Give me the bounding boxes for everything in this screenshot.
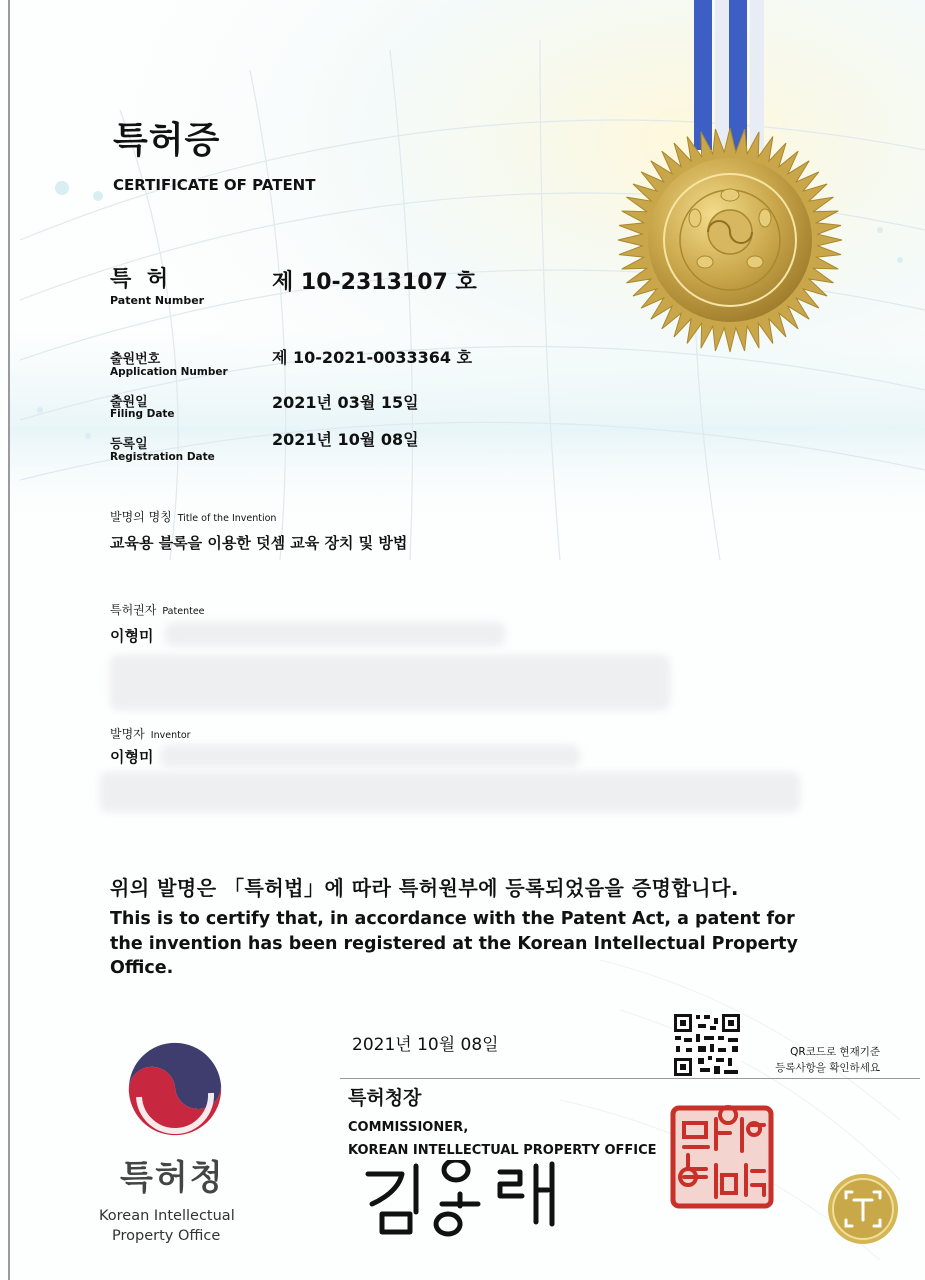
redacted-area [100,772,800,812]
filing-date-value: 2021년 03월 15일 [272,393,419,412]
registration-date-value: 2021년 10월 08일 [272,430,419,449]
kipo-taegeuk-logo-icon [121,1033,229,1141]
qr-note-line1: QR코드로 현재기준 [790,1046,880,1058]
commissioner-divider [340,1078,920,1079]
certification-text-ko: 위의 발명은 「특허법」에 따라 특허원부에 등록되었음을 증명합니다. [110,876,740,900]
commissioner-title-en-line2: KOREAN INTELLECTUAL PROPERTY OFFICE [348,1143,657,1158]
registration-date-label-ko: 등록일 [110,437,148,452]
patent-number-value: 제 10-2313107 호 [272,270,477,295]
commissioner-title-ko: 특허청장 [348,1087,422,1109]
patentee-value: 이형미 [110,627,154,645]
invention-title-label-ko: 발명의 명칭 [110,510,172,524]
patentee-label-en: Patentee [162,606,205,617]
patentee-label [110,601,205,618]
gold-medal-seal-icon [617,0,847,360]
qr-code-icon[interactable] [672,1012,742,1078]
certificate-title-en: CERTIFICATE OF PATENT [113,176,316,194]
qr-note-line2: 등록사항을 확인하세요 [775,1061,880,1074]
patent-number-label-ko: 특 허 [110,267,173,292]
invention-title-label-en: Title of the Invention [177,513,277,524]
inventor-value: 이형미 [110,748,154,766]
patentee-label-ko: 특허권자 [110,603,157,617]
inventor-label [110,725,191,742]
issue-date: 2021년 10월 08일 [352,1035,499,1055]
application-number-label-en: Application Number [110,366,228,378]
patent-number-label-en: Patent Number [110,294,205,307]
application-number-label-ko: 출원번호 [110,352,161,367]
invention-title-value: 교육용 블록을 이용한 덧셈 교육 장치 및 방법 [110,534,408,552]
inventor-label-ko: 발명자 [110,727,145,741]
inventor-label-en: Inventor [150,730,191,741]
redacted-area [165,622,505,646]
application-number-value: 제 10-2021-0033364 호 [272,348,473,367]
redacted-area [110,655,670,710]
office-name-en-line1: Korean Intellectual [99,1208,235,1224]
red-official-seal-icon [670,1105,774,1209]
qr-note [748,1045,880,1077]
commissioner-signature-icon [360,1160,570,1240]
registration-date-label-en: Registration Date [110,451,215,463]
filing-date-label-ko: 출원일 [110,395,148,410]
certificate-title-ko: 특허증 [113,120,221,161]
redacted-area [160,745,580,767]
filing-date-label-en: Filing Date [110,408,175,420]
office-name-en-line2: Property Office [112,1228,221,1244]
gold-t-badge-icon[interactable] [826,1172,900,1246]
certification-text-en: This is to certify that, in accordance with the Patent Act, a patent for the invention has been registered at the Korean Intellectual Property Office. [110,909,798,978]
office-name-ko: 특허청 [120,1158,225,1198]
commissioner-title-en-line1: COMMISSIONER, [348,1120,469,1135]
invention-title-label [110,508,276,525]
